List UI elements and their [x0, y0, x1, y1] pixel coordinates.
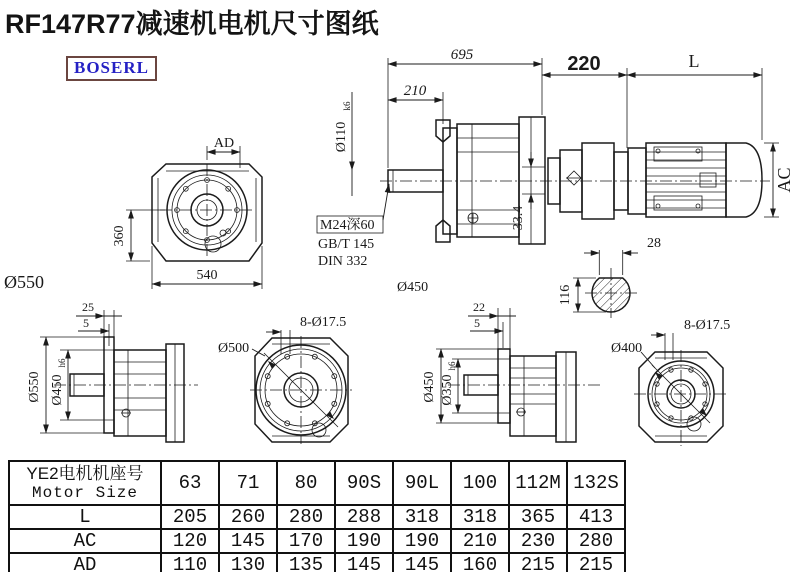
cell: 215: [509, 553, 567, 572]
shaft-diameter-label: Ø110: [334, 121, 349, 153]
cell: 260: [219, 505, 277, 529]
flange2-spigot-tol: h6: [447, 361, 457, 371]
brand-logo: BOSERL: [66, 56, 157, 81]
cell: 205: [161, 505, 219, 529]
flange1-spigot-dia: Ø450: [50, 374, 65, 406]
dim-5a: 5: [83, 316, 89, 330]
cell: 145: [219, 529, 277, 553]
header-cell-motor-size: [9, 461, 161, 505]
standard-gbt: GB/T 145: [318, 237, 375, 252]
row-label: AC: [9, 529, 161, 553]
shaft-cross-section: [558, 236, 661, 318]
flange1-spigot-tol: h6: [57, 358, 67, 368]
gearbox-front-view: [4, 136, 262, 292]
cell: 280: [567, 529, 625, 553]
dim-L: L: [688, 51, 700, 71]
cell: 318: [451, 505, 509, 529]
column-header: 100: [451, 461, 509, 505]
cell: 318: [393, 505, 451, 529]
motor-size-table: [8, 460, 626, 572]
cell: 230: [509, 529, 567, 553]
flange1-side-view: [27, 300, 198, 442]
dim-AD: AD: [213, 136, 235, 151]
cell: 170: [277, 529, 335, 553]
cell: 190: [393, 529, 451, 553]
reducer-motor-side-view: [317, 47, 794, 295]
tap-callout: M24深60: [320, 218, 375, 233]
flange2-front-view: [611, 318, 730, 446]
flange1-holes-label: 8-Ø17.5: [300, 315, 347, 330]
cell: 210: [451, 529, 509, 553]
standard-din: DIN 332: [318, 254, 368, 269]
cell: 110: [161, 553, 219, 572]
page-title: RF147R77减速机电机尺寸图纸: [5, 9, 379, 39]
shaft-tolerance-label: k6: [342, 101, 352, 111]
table-row-AC: [9, 529, 625, 553]
flange2-spigot-dia: Ø350: [440, 374, 455, 406]
cell: 160: [451, 553, 509, 572]
cell: 130: [219, 553, 277, 572]
dim-AC: AC: [774, 167, 794, 193]
row-label: AD: [9, 553, 161, 572]
header-en: Motor Size: [31, 484, 138, 502]
flange1-outer-dia: Ø550: [27, 371, 42, 403]
dim-5b: 5: [474, 316, 480, 330]
flange1-front-view: [218, 315, 352, 444]
cell: 145: [393, 553, 451, 572]
column-header: 90L: [393, 461, 451, 505]
table-row-AD: [9, 553, 625, 572]
cell: 365: [509, 505, 567, 529]
row-label: L: [9, 505, 161, 529]
flange1-bolt-circle: Ø500: [218, 341, 250, 356]
table-header-row: [9, 461, 625, 505]
dim-220: 220: [567, 53, 601, 75]
cell: 413: [567, 505, 625, 529]
flange2-side-view: [422, 300, 600, 442]
gearbox-outer-dia: Ø550: [4, 272, 44, 292]
table-row-L: [9, 505, 625, 529]
flange2-outer-dia: Ø450: [422, 371, 437, 403]
flange2-bolt-circle: Ø400: [611, 341, 643, 356]
column-header: 80: [277, 461, 335, 505]
dim-25: 25: [82, 300, 94, 314]
column-header: 112M: [509, 461, 567, 505]
flange2-holes-label: 8-Ø17.5: [684, 318, 731, 333]
cell: 120: [161, 529, 219, 553]
cell: 145: [335, 553, 393, 572]
column-header: 71: [219, 461, 277, 505]
cell: 190: [335, 529, 393, 553]
assembly-flange-dia: Ø450: [397, 280, 429, 295]
column-header: 90S: [335, 461, 393, 505]
dim-33-4: 33.4: [511, 205, 526, 231]
dim-116: 116: [558, 284, 573, 306]
dim-540: 540: [196, 268, 218, 283]
dim-695: 695: [450, 47, 474, 63]
dim-360: 360: [112, 225, 127, 247]
cell: 135: [277, 553, 335, 572]
column-header: 132S: [567, 461, 625, 505]
column-header: 63: [161, 461, 219, 505]
dim-28: 28: [647, 236, 661, 251]
dim-210: 210: [403, 83, 427, 99]
cell: 288: [335, 505, 393, 529]
header-cn: YE2电机机座号: [26, 464, 144, 483]
cell: 280: [277, 505, 335, 529]
dim-22: 22: [473, 300, 485, 314]
cell: 215: [567, 553, 625, 572]
